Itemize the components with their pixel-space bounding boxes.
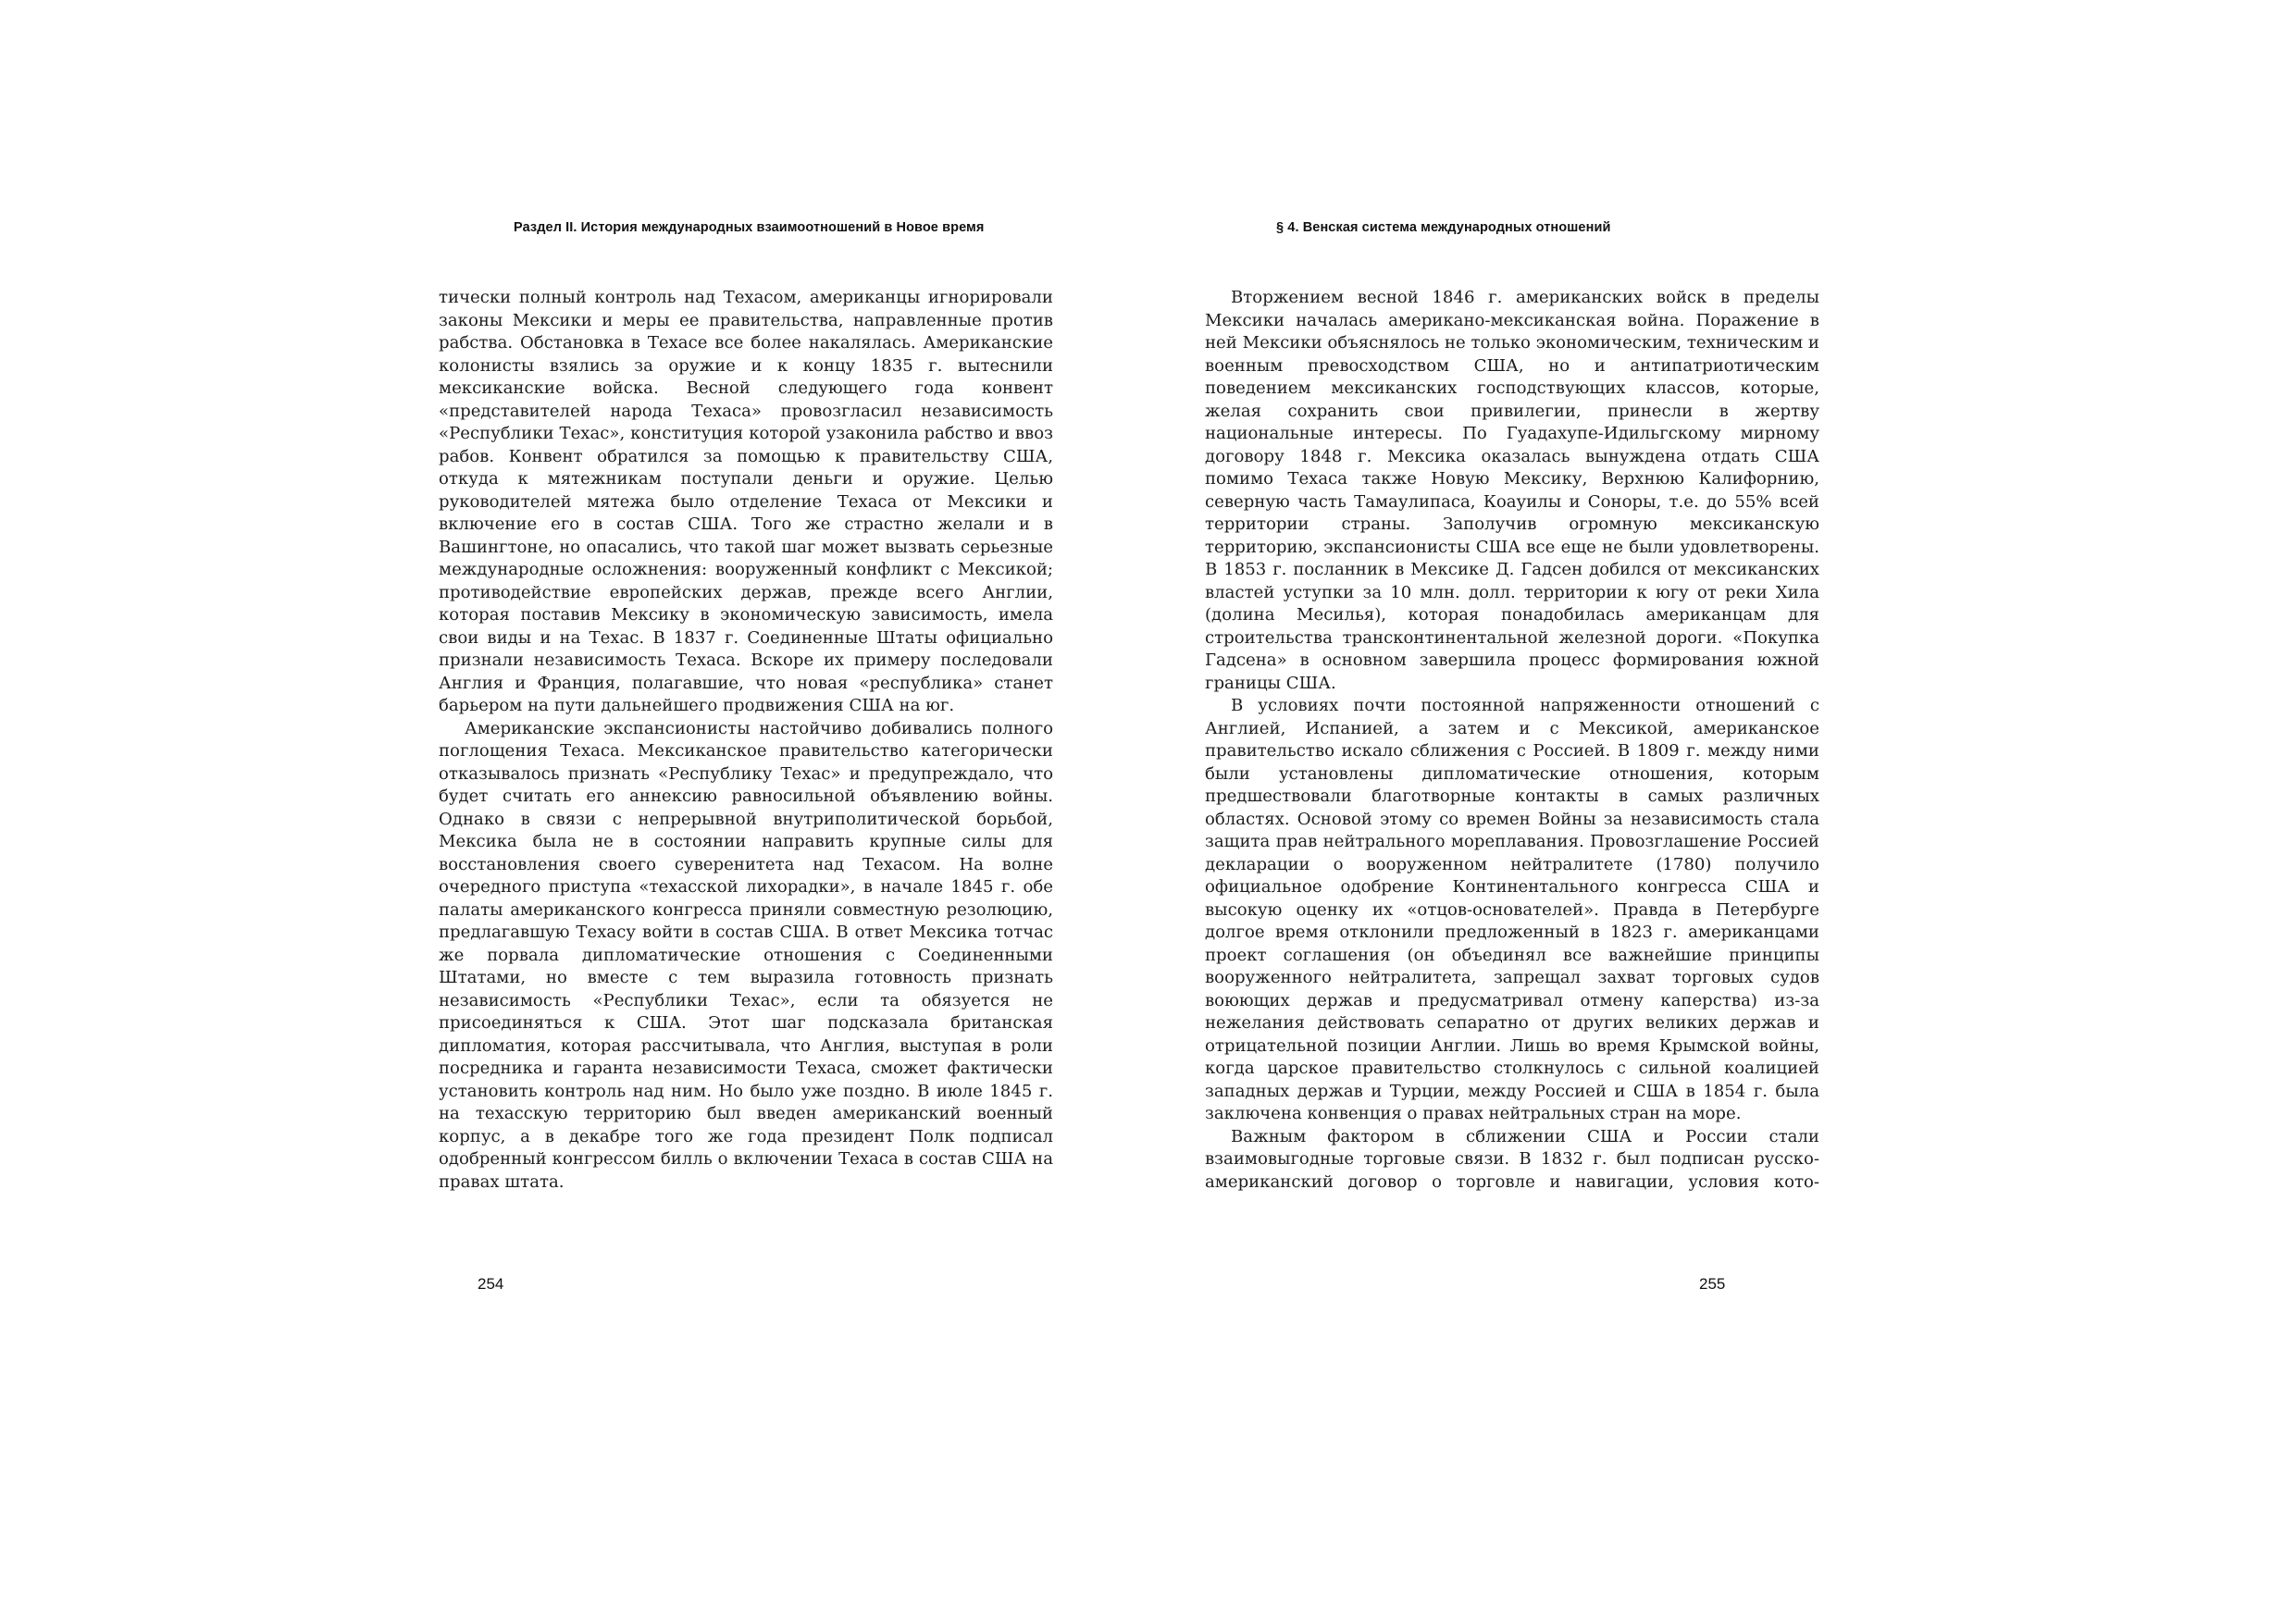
body-text-right	[1205, 287, 1819, 1194]
body-text-left	[439, 287, 1053, 1194]
paragraph: В условиях почти постоянной напряженности отношений с Англией, Испанией, а затем и с Мексикой, американское правительство искало сближения с Россией. В 1809 г. между ними были установлены дипломатические отношения, которым предшествовали благотворные контакты в самых различных областях. Основой этому со времен Войны за независимость стала защита прав нейтрального мореплавания. Провозглашение Россией декларации о вооруженном нейтралитете (1780) получило официальное одобрение Континентального конгресса США и высокую оценку их «отцов-основателей». Правда в Петербурге долгое время отклонили предложенный в 1823 г. американцами проект соглашения (он объединял все важнейшие принципы вооруженного нейтралитета, запрещал захват торговых судов воюющих держав и предусматривал отмену каперства) из-за нежелания действовать сепаратно от других великих держав и отрицательной позиции Англии. Лишь во время Крымской войны, когда царское правительство столкнулось с сильной коалицией западных держав и Турции, между Россией и США в 1854 г. была заключена конвенция о правах нейтральных стран на море.	[1205, 696, 1819, 1123]
paragraph: тически полный контроль над Техасом, американцы игнорировали законы Мексики и меры ее правительства, направленные против рабства. Обстановка в Техасе все более накалялась. Американские колонисты взялись за оружие и к концу 1835 г. вытеснили мексиканские войска. Весной следующего года конвент «представителей народа Техаса» провозгласил независимость «Республики Техас», конституция которой узаконила рабство и ввоз рабов. Конвент обратился за помощью к правительству США, откуда к мятежникам поступали деньги и оружие. Целью руководителей мятежа было отделение Техаса от Мексики и включение его в состав США. Того же страстно желали и в Вашингтоне, но опасались, что такой шаг может вызвать серьезные международные осложнения: вооруженный конфликт с Мексикой; противодействие европейских держав, прежде всего Англии, которая поставив Мексику в экономическую зависимость, имела свои виды и на Техас. В 1837 г. Соединенные Штаты официально признали независимость Техаса. Вскоре их примеру последовали Англия и Франция, полагавшие, что новая «республика» станет барьером на пути дальнейшего продвижения США на юг.	[439, 288, 1053, 715]
page-number-right: 255	[1699, 1275, 1726, 1293]
running-head-right: § 4. Венская система международных отношений	[1276, 220, 1611, 235]
right-page	[1148, 0, 2296, 1623]
paragraph: Американские экспансионисты настойчиво добивались полного поглощения Техаса. Мексиканское правительство категорически отказывалось признать «Республику Техас» и предупреждало, что будет считать его аннексию равносильной объявлению войны. Однако в связи с непрерывной внутриполитической борьбой, Мексика была не в состоянии направить крупные силы для восстановления своего суверенитета над Техасом. На волне очередного приступа «техасской лихорадки», в начале 1845 г. обе палаты американского конгресса приняли совместную резолюцию, предлагавшую Техасу войти в состав США. В ответ Мексика тотчас же порвала дипломатические отношения с Соединенными Штатами, но вместе с тем выразила готовность признать независимость «Республики Техас», если та обязуется не присоединяться к США. Этот шаг подсказала британская дипломатия, которая рассчитывала, что Англия, выступая в роли посредника и гаранта независимости Техаса, сможет фактически установить контроль над ним. Но было уже поздно. В июле 1845 г. на техасскую территорию был введен американский военный корпус, а в декабре того же года президент Полк подписал одобренный конгрессом билль о включении Техаса в состав США на правах штата.	[439, 718, 1053, 1192]
paragraph: Вторжением весной 1846 г. американских войск в пределы Мексики началась американо-мексиканская война. Поражение в ней Мексики объяснялось не только экономическим, техническим и военным превосходством США, но и антипатриотическим поведением мексиканских господствующих классов, которые, желая сохранить свои привилегии, принесли в жертву национальные интересы. По Гуадахупе-Идильгскому мирному договору 1848 г. Мексика оказалась вынуждена отдать США помимо Техаса также Новую Мексику, Верхнюю Калифорнию, северную часть Тамаулипаса, Коауилы и Соноры, т.е. до 55% всей территории страны. Заполучив огромную мексиканскую территорию, экспансионисты США все еще не были удовлетворены. В 1853 г. посланник в Мексике Д. Гадсен добился от мексиканских властей уступки за 10 млн. долл. территории к югу от реки Хила (долина Месилья), которая понадобилась американцам для строительства трансконтинентальной железной дороги. «Покупка Гадсена» в основном завершила процесс формирования южной границы США.	[1205, 288, 1819, 693]
paragraph: Важным фактором в сближении США и России стали взаимовыгодные торговые связи. В 1832 г. был подписан русско-американский договор о торговле и навигации, условия кото-	[1205, 1126, 1819, 1192]
page-number-left: 254	[478, 1275, 504, 1293]
running-head-left: Раздел II. История международных взаимоотношений в Новое время	[514, 220, 985, 235]
